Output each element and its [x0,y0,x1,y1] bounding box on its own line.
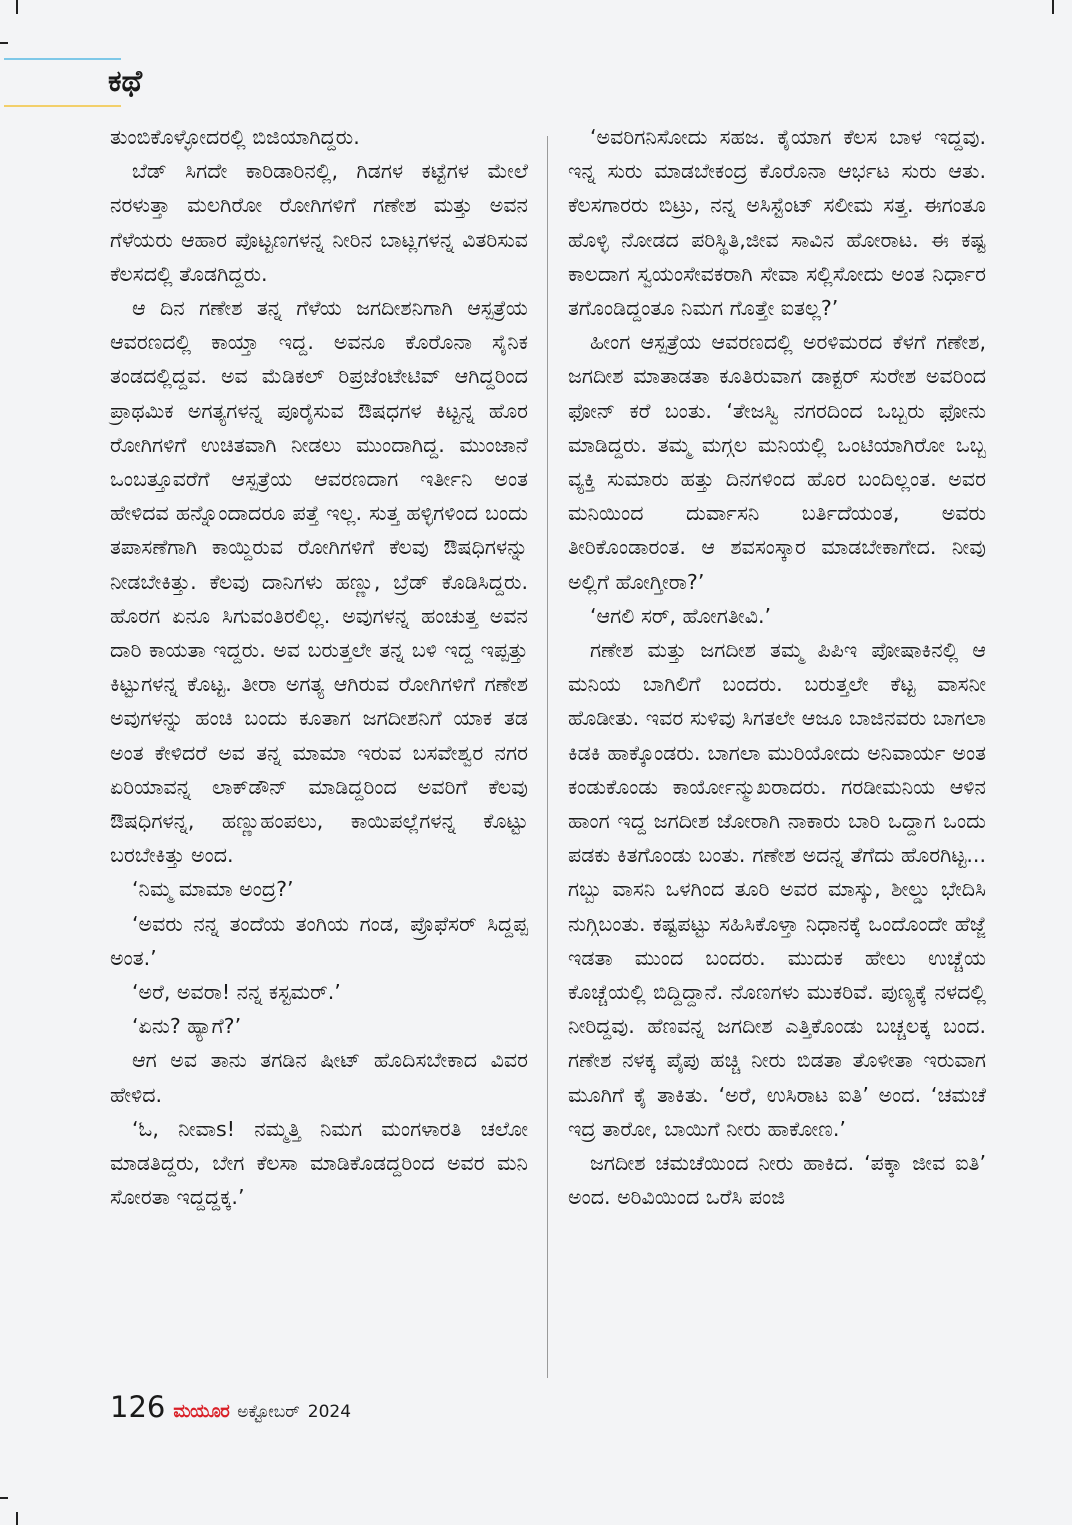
paragraph: ‘ನಿಮ್ಮ ಮಾಮಾ ಅಂದ್ರ?’ [132,877,294,902]
crop-mark-top-right [1052,0,1054,14]
header-rule-blue [4,58,121,60]
crop-mark-left-bottom [0,1497,8,1499]
paragraph: ಹೀಂಗ ಆಸ್ಪತ್ರೆಯ ಆವರಣದಲ್ಲಿ ಅರಳಿಮರದ ಕೆಳಗೆ ಗಣೇಶ, ಜಗದೀಶ ಮಾತಾಡತಾ ಕೂತಿರುವಾಗ ಡಾಕ್ಟರ್ ಸುರೇಶ ಅವರಿಂದ ಫೋನ್ ಕರೆ ಬಂತು. ‘ತೇಜಸ್ವಿ ನಗರದಿಂದ ಒಬ್ಬರು ಫೋನು ಮಾಡಿದ್ದರು. ತಮ್ಮ ಮಗ್ಗಲ ಮನಿಯಲ್ಲಿ ಒಂಟಿಯಾಗಿರೋ ಒಬ್ಬ ವ್ಯಕ್ತಿ ಸುಮಾರು ಹತ್ತು ದಿನಗಳಿಂದ ಹೊರ ಬಂದಿಲ್ಲಂತ. ಅವರ ಮನಿಯಿಂದ ದುರ್ವಾಸನಿ ಬರ್ತಿದೆಯಂತ, ಅವರು ತೀರಿಕೊಂಡಾರಂತ. ಆ ಶವಸಂಸ್ಕಾರ ಮಾಡಬೇಕಾಗೇದ. ನೀವು ಅಲ್ಲಿಗೆ ಹೋಗ್ತೀರಾ?’ [568,330,986,594]
paragraph: ಜಗದೀಶ ಚಮಚೆಯಿಂದ ನೀರು ಹಾಕಿದ. ‘ಪಕ್ಕಾ ಜೀವ ಐತಿ’ ಅಂದ. ಅರಿವಿಯಿಂದ ಒರೆಸಿ ಪಂಜಿ [568,1151,986,1210]
paragraph: ತುಂಬಿಕೊಳ್ಳೋದರಲ್ಲಿ ಬಿಜಿಯಾಗಿದ್ದರು. [110,125,360,149]
paragraph: ‘ಅವರಿಗನಿಸೋದು ಸಹಜ. ಕೈಯಾಗ ಕೆಲಸ ಬಾಳ ಇದ್ದವು. ಇನ್ನ ಸುರು ಮಾಡಬೇಕಂದ್ರ ಕೊರೊನಾ ಆರ್ಭಟ ಸುರು ಆತು. ಕೆಲಸಗಾರರು ಬಿಟ್ರು, ನನ್ನ ಅಸಿಸ್ಟೆಂಟ್ ಸಲೀಮ ಸತ್ತ. ಈಗಂತೂ ಹೊಳ್ಳಿ ನೋಡದ ಪರಿಸ್ಥಿತಿ,ಜೀವ ಸಾವಿನ ಹೋರಾಟ. ಈ ಕಷ್ಟ ಕಾಲದಾಗ ಸ್ವಯಂಸೇವಕರಾಗಿ ಸೇವಾ ಸಲ್ಲಿಸೋದು ಅಂತ ನಿರ್ಧಾರ ತಗೊಂಡಿದ್ದಂತೂ ನಿಮಗ ಗೊತ್ತೇ ಐತಲ್ಲ?’ [568,125,986,321]
paragraph: ಬೆಡ್ ಸಿಗದೇ ಕಾರಿಡಾರಿನಲ್ಲಿ, ಗಿಡಗಳ ಕಟ್ಟೆಗಳ ಮೇಲೆ ನರಳುತ್ತಾ ಮಲಗಿರೋ ರೋಗಿಗಳಿಗೆ ಗಣೇಶ ಮತ್ತು ಅವನ ಗೆಳೆಯರು ಆಹಾರ ಪೊಟ್ಟಣಗಳನ್ನ ನೀರಿನ ಬಾಟ್ಲಗಳನ್ನ ವಿತರಿಸುವ ಕೆಲಸದಲ್ಲಿ ತೊಡಗಿದ್ದರು. [110,159,528,286]
header-rule-yellow [4,105,121,107]
paragraph: ಆಗ ಅವ ತಾನು ತಗಡಿನ ಷೀಟ್ ಹೊದಿಸಬೇಕಾದ ವಿವರ ಹೇಳಿದ. [110,1048,528,1107]
crop-mark-top-left [16,0,18,14]
column-divider [547,136,548,1378]
crop-mark-left-top [0,42,8,44]
left-column [110,120,528,1215]
section-label: ಕಥೆ [108,64,143,99]
page-number: 126 [110,1390,166,1424]
crop-mark-bottom-left [16,1512,18,1525]
issue-month: ಅಕ್ಟೋಬರ್ [237,1402,300,1422]
paragraph: ‘ಓ, ನೀವಾs! ನಮ್ಮತ್ತಿ ನಿಮಗ ಮಂಗಳಾರತಿ ಚಲೋ ಮಾಡತಿದ್ದರು, ಬೇಗ ಕೆಲಸಾ ಮಾಡಿಕೊಡದ್ದರಿಂದ ಅವರ ಮನಿ ಸೋರತಾ ಇದ್ದದ್ದಕ್ಕ.’ [110,1116,528,1210]
paragraph: ಗಣೇಶ ಮತ್ತು ಜಗದೀಶ ತಮ್ಮ ಪಿಪಿಇ ಪೋಷಾಕಿನಲ್ಲಿ ಆ ಮನಿಯ ಬಾಗಿಲಿಗೆ ಬಂದರು. ಬರುತ್ತಲೇ ಕೆಟ್ಟ ವಾಸನೀ ಹೊಡೀತು. ಇವರ ಸುಳಿವು ಸಿಗತಲೇ ಆಜೂ ಬಾಜಿನವರು ಬಾಗಲಾ ಕಿಡಕಿ ಹಾಕ್ಕೊಂಡರು. ಬಾಗಲಾ ಮುರಿಯೋದು ಅನಿವಾರ್ಯ ಅಂತ ಕಂಡುಕೊಂಡು ಕಾರ್ಯೋನ್ಮುಖರಾದರು. ಗರಡೀಮನಿಯ ಆಳಿನ ಹಾಂಗ ಇದ್ದ ಜಗದೀಶ ಜೋರಾಗಿ ನಾಕಾರು ಬಾರಿ ಒದ್ದಾಗ ಒಂದು ಪಡಕು ಕಿತಗೊಂಡು ಬಂತು. ಗಣೇಶ ಅದನ್ನ ತೆಗೆದು ಹೊರಗಿಟ್ಟ... ಗಬ್ಬು ವಾಸನಿ ಒಳಗಿಂದ ತೂರಿ ಅವರ ಮಾಸ್ಕು, ಶೀಲ್ಡು ಭೇದಿಸಿ ನುಗ್ಗಿಬಂತು. ಕಷ್ಟಪಟ್ಟು ಸಹಿಸಿಕೊಳ್ತಾ ನಿಧಾನಕ್ಕೆ ಒಂದೊಂದೇ ಹೆಜ್ಜೆ ಇಡತಾ ಮುಂದ ಬಂದರು. ಮುದುಕ ಹೇಲು ಉಚ್ಚೆಯ ಕೊಚ್ಚೆಯಲ್ಲಿ ಬಿದ್ದಿದ್ದಾನೆ. ನೊಣಗಳು ಮುಕರಿವೆ. ಪುಣ್ಯಕ್ಕೆ ನಳದಲ್ಲಿ ನೀರಿದ್ದವು. ಹೆಣವನ್ನ ಜಗದೀಶ ಎತ್ತಿಕೊಂಡು ಬಚ್ಚಲಕ್ಕ ಬಂದ. ಗಣೇಶ ನಳಕ್ಕ ಪೈಪು ಹಚ್ಚಿ ನೀರು ಬಿಡತಾ ತೊಳೀತಾ ಇರುವಾಗ ಮೂಗಿಗೆ ಕೈ ತಾಕಿತು. ‘ಅರೆ, ಉಸಿರಾಟ ಐತಿ’ ಅಂದ. ‘ಚಮಚೆ ಇದ್ರ ತಾರೋ, ಬಾಯಿಗೆ ನೀರು ಹಾಕೋಣ.’ [568,638,986,1141]
paragraph: ‘ಅರೆ, ಅವರಾ! ನನ್ನ ಕಸ್ಟಮರ್.’ [132,980,341,1005]
magazine-logo: ಮಯೂರ [173,1401,230,1422]
paragraph: ‘ಆಗಲಿ ಸರ್, ಹೋಗತೀವಿ.’ [590,603,772,628]
paragraph: ‘ಅವರು ನನ್ನ ತಂದೆಯ ತಂಗಿಯ ಗಂಡ, ಪ್ರೊಫೆಸರ್ ಸಿದ್ದಪ್ಪ ಅಂತ.’ [110,911,528,970]
paragraph: ‘ಏನು? ಹ್ಯಾಗೆ?’ [132,1014,242,1039]
paragraph: ಆ ದಿನ ಗಣೇಶ ತನ್ನ ಗೆಳೆಯ ಜಗದೀಶನಿಗಾಗಿ ಆಸ್ಪತ್ರೆಯ ಆವರಣದಲ್ಲಿ ಕಾಯ್ತಾ ಇದ್ದ. ಅವನೂ ಕೊರೊನಾ ಸೈನಿಕ ತಂಡದಲ್ಲಿದ್ದವ. ಅವ ಮೆಡಿಕಲ್ ರಿಪ್ರಜೆಂಟೇಟಿವ್ ಆಗಿದ್ದರಿಂದ ಪ್ರಾಥಮಿಕ ಅಗತ್ಯಗಳನ್ನ ಪೂರೈಸುವ ಔಷಧಗಳ ಕಿಟ್ಟನ್ನ ಹೊರ ರೋಗಿಗಳಿಗೆ ಉಚಿತವಾಗಿ ನೀಡಲು ಮುಂದಾಗಿದ್ದ. ಮುಂಜಾನೆ ಒಂಬತ್ತೂವರೆಗೆ ಆಸ್ಪತ್ರೆಯ ಆವರಣದಾಗ ಇರ್ತೀನಿ ಅಂತ ಹೇಳಿದವ ಹನ್ನೊಂದಾದರೂ ಪತ್ತೆ ಇಲ್ಲ. ಸುತ್ತ ಹಳ್ಳಿಗಳಿಂದ ಬಂದು ತಪಾಸಣೆಗಾಗಿ ಕಾಯ್ದಿರುವ ರೋಗಿಗಳಿಗೆ ಕೆಲವು ಔಷಧಿಗಳನ್ನು ನೀಡಬೇಕಿತ್ತು. ಕೆಲವು ದಾನಿಗಳು ಹಣ್ಣು, ಬ್ರೆಡ್ ಕೊಡಿಸಿದ್ದರು. ಹೊರಗ ಏನೂ ಸಿಗುವಂತಿರಲಿಲ್ಲ. ಅವುಗಳನ್ನ ಹಂಚುತ್ತ ಅವನ ದಾರಿ ಕಾಯತಾ ಇದ್ದರು. ಅವ ಬರುತ್ತಲೇ ತನ್ನ ಬಳಿ ಇದ್ದ ಇಪ್ಪತ್ತು ಕಿಟ್ಟುಗಳನ್ನ ಕೊಟ್ಟ. ತೀರಾ ಅಗತ್ಯ ಆಗಿರುವ ರೋಗಿಗಳಿಗೆ ಗಣೇಶ ಅವುಗಳನ್ನು ಹಂಚಿ ಬಂದು ಕೂತಾಗ ಜಗದೀಶನಿಗೆ ಯಾಕ ತಡ ಅಂತ ಕೇಳಿದರೆ ಅವ ತನ್ನ ಮಾಮಾ ಇರುವ ಬಸವೇಶ್ವರ ನಗರ ಏರಿಯಾವನ್ನ ಲಾಕ್‌ಡೌನ್ ಮಾಡಿದ್ದರಿಂದ ಅವರಿಗೆ ಕೆಲವು ಔಷಧಿಗಳನ್ನ, ಹಣ್ಣುಹಂಪಲು, ಕಾಯಿಪಲ್ಲೆಗಳನ್ನ ಕೊಟ್ಟು ಬರಬೇಕಿತ್ತು ಅಂದ. [110,296,529,868]
issue-year: 2024 [307,1402,352,1422]
right-column [568,120,986,1215]
page-footer [110,1390,351,1430]
